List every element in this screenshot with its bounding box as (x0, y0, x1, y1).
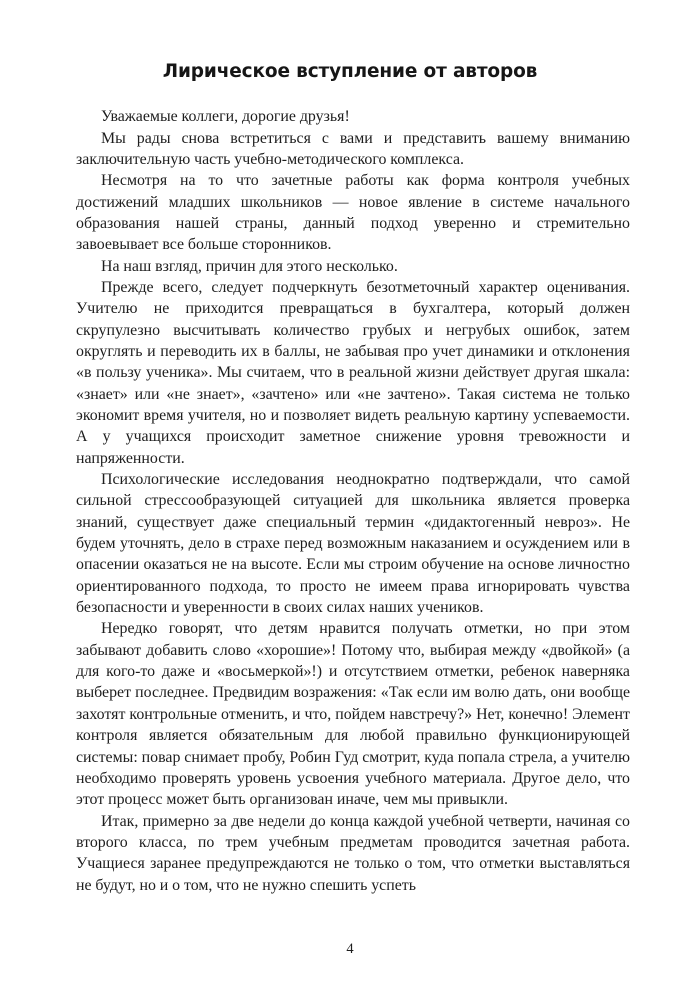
body-text-block (0, 106, 700, 940)
paragraph: Итак, примерно за две недели до конца каждой учебной четверти, начиная со второго класса, по трем учебным предметам проводится зачетная работа. Учащиеся заранее предупреждаются не только о том, что отметки выставляться не будут, но и о том, что не нужно спешить успеть (76, 812, 630, 894)
paragraph: Мы рады снова встретиться с вами и представить вашему вниманию заключительную часть учебно-методического комплекса. (76, 129, 630, 168)
paragraph: Несмотря на то что зачетные работы как форма контроля учебных достижений младших школьников — новое явление в системе начального образования нашей страны, данный подход уверенно и стремительно завоевывает все больше сторонников. (76, 172, 630, 254)
paragraph: Нередко говорят, что детям нравится получать отметки, но при этом забывают добавить слово «хорошие»! Потому что, выбирая между «двойкой» (а для кого-то даже и «восьмеркой»!) и отсутствием отметки, ребенок наверняка выберет последнее. Предвидим возражения: «Так если им волю дать, они вообще захотят контрольные отменить, и что, пойдем навстречу?» Нет, конечно! Элемент контроля является обязательным для любой правильно функционирующей системы: повар снимает пробу, Робин Гуд смотрит, куда попала стрела, а учителю необходимо проверять уровень усвоения учебного материала. Другое дело, что этот процесс может быть организован иначе, чем мы привыкли. (76, 620, 630, 809)
paragraph: Психологические исследования неоднократно подтверждали, что самой сильной стрессообразующей ситуацией для школьника является проверка знаний, существует даже специальный термин «дидактогенный невроз». Не будем уточнять, дело в страхе перед возможным наказанием и осуждением или в опасении оказаться не на высоте. Если мы строим обучение на основе личностно ориентированного подхода, то просто не имеем права игнорировать чувства безопасности и уверенности в своих силах наших учеников. (76, 471, 630, 617)
paragraph: Уважаемые коллеги, дорогие друзья! (101, 108, 350, 126)
page-title: Лирическое вступление от авторов (162, 61, 538, 82)
paragraph: На наш взгляд, причин для этого несколько. (101, 257, 398, 275)
paragraph: Прежде всего, следует подчеркнуть безотметочный характер оценивания. Учителю не приходится превращаться в бухгалтера, который должен скрупулезно высчитывать количество грубых и негрубых ошибок, затем округлять и переводить их в баллы, не забывая про учет динамики и отклонения «в пользу ученика». Мы считаем, что в реальной жизни действует другая шкала: «знает» или «не знает», «зачтено» или «не зачтено». Такая система не только экономит время учителя, но и позволяет видеть реальную картину успеваемости. А у учащихся происходит заметное снижение уровня тревожности и напряженности. (76, 278, 630, 467)
page-number: 4 (346, 941, 354, 957)
page-footer (0, 940, 700, 1000)
